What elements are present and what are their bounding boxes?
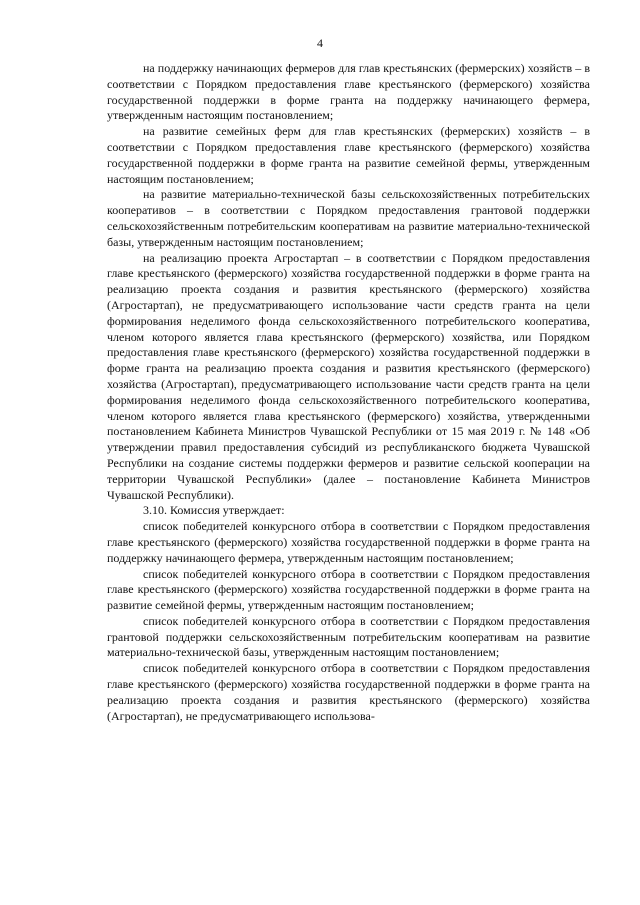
paragraph-winners-beginning-farmers: список победителей конкурсного отбора в соответствии с Порядком предоставления главе крестьянского (фермерского) хозяйства государственной поддержки в форме гранта на поддержку начинающего фермера, утвержденным настоящим постановлением; <box>107 519 590 565</box>
paragraph-grant-family-farms: на развитие семейных ферм для глав крестьянских (фермерских) хозяйств – в соответствии с Порядком предоставления главе крестьянского (фермерского) хозяйства государственной поддержки в форме гранта на развитие семейной фермы, утвержденным настоящим постановлением; <box>107 124 590 186</box>
paragraph-winners-cooperatives: список победителей конкурсного отбора в соответствии с Порядком предоставления грантовой поддержки сельскохозяйственным потребительским кооперативам на развитие материально-технической базы, утвержденным настоящим постановлением; <box>107 613 590 660</box>
paragraph-grant-agrostartup: на реализацию проекта Агростартап – в соответствии с Порядком предоставления главе крестьянского (фермерского) хозяйства государственной поддержки в форме гранта на реализацию проекта создания и развития крестьянского (фермерского) хозяйства (Агростартап), не предусматривающего использование части средств гранта на цели формирования неделимого фонда сельскохозяйственного потребительского кооператива, членом которого является глава крестьянского (фермерского) хозяйства, или Порядком предоставления главе крестьянского (фермерского) хозяйства государственной поддержки в форме гранта на реализацию проекта создания и развития крестьянского (фермерского) хозяйства (Агростартап), предусматривающего использование части средств гранта на цели формирования неделимого фонда сельскохозяйственного потребительского кооператива, членом которого является глава крестьянского (фермерского) хозяйства, утвержденными постановлением Кабинета Министров Чувашской Республики от 15 мая 2019 г. № 148 «Об утверждении правил предоставления субсидий из республиканского бюджета Чувашской Республики на создание системы поддержки фермеров и развитие сельской кооперации на территории Чувашской Республики» (далее – постановление Кабинета Министров Чувашской Республики). <box>107 250 590 502</box>
page-number: 4 <box>317 36 323 50</box>
document-body <box>107 61 590 724</box>
paragraph-grant-beginning-farmers: на поддержку начинающих фермеров для глав крестьянских (фермерских) хозяйств – в соответствии с Порядком предоставления главе крестьянского (фермерского) хозяйства государственной поддержки в форме гранта на поддержку начинающего фермера, утвержденным настоящим постановлением; <box>107 61 590 123</box>
paragraph-winners-family-farms: список победителей конкурсного отбора в соответствии с Порядком предоставления главе крестьянского (фермерского) хозяйства государственной поддержки в форме гранта на развитие семейной фермы, утвержденным настоящим постановлением; <box>107 566 590 613</box>
paragraph-winners-agrostartup: список победителей конкурсного отбора в соответствии с Порядком предоставления главе крестьянского (фермерского) хозяйства государственной поддержки в форме гранта на реализацию проекта создания и развития крестьянского (фермерского) хозяйства (Агростартап), не предусматривающего использова- <box>107 661 590 723</box>
paragraph-section-3-10: 3.10. Комиссия утверждает: <box>143 503 285 518</box>
paragraph-grant-cooperatives: на развитие материально-технической базы сельскохозяйственных потребительских кооперативов – в соответствии с Порядком предоставления грантовой поддержки сельскохозяйственным потребительским кооперативам на развитие материально-технической базы, утвержденным настоящим постановлением; <box>107 187 590 249</box>
